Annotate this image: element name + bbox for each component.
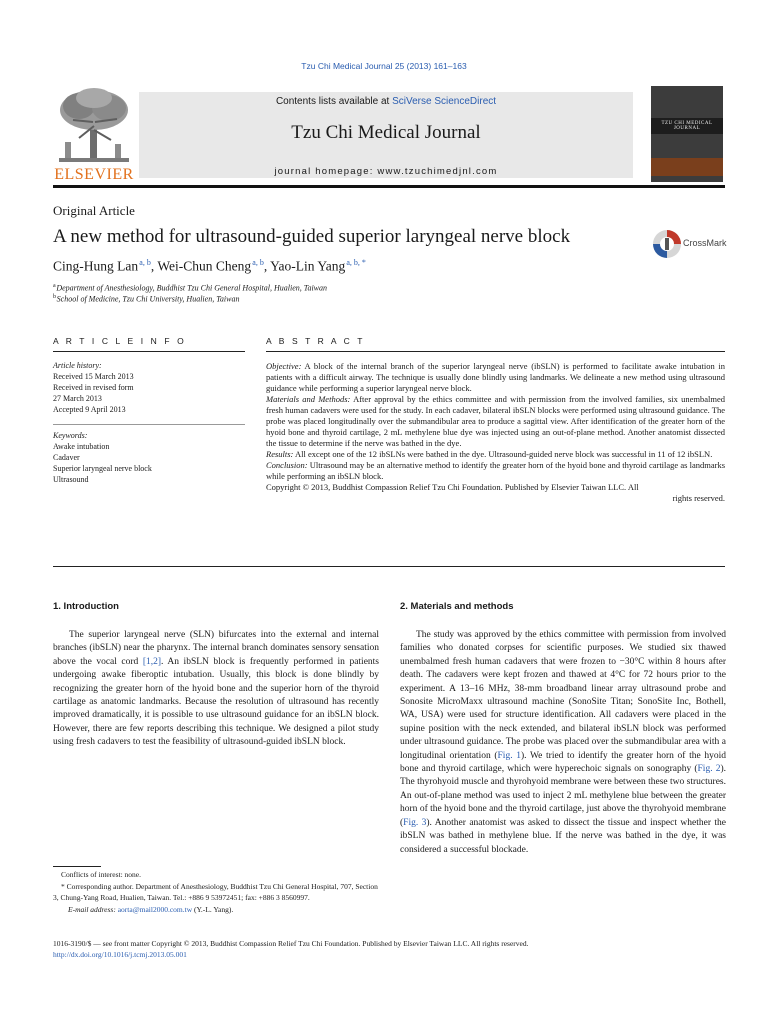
issn-copyright: 1016-3190/$ — see front matter Copyright © 2013, Buddhist Compassion Relief Tzu Chi Foundation. Published by Elsevier Taiwan LLC. All rights reserved.	[53, 939, 529, 948]
keyword-item: Cadaver	[53, 453, 80, 462]
article-info-heading: A R T I C L E I N F O	[53, 336, 187, 346]
email-link[interactable]: aorta@mail2000.com.tw	[117, 904, 193, 914]
crossmark-label: CrossMark	[683, 238, 727, 248]
author-affil-mark[interactable]: a, b, *	[346, 258, 366, 267]
methods-body	[400, 629, 726, 857]
cover-band	[651, 158, 723, 176]
author-affil-mark[interactable]: a, b	[139, 258, 151, 267]
abstract-conclusion: Conclusion: Ultrasound may be an alternative method to identify the greater horn of the hyoid bone and thyroid cartilage as landmarks while performing an ibSLN block.	[266, 460, 725, 481]
keywords-rule	[53, 424, 245, 425]
journal-name: Tzu Chi Medical Journal	[291, 122, 481, 143]
reference-link[interactable]: [1,2]	[142, 656, 162, 667]
article-history	[53, 360, 245, 415]
cover-title: TZU CHI MEDICAL JOURNAL	[651, 118, 723, 134]
history-entry: Received in revised form	[53, 383, 134, 392]
article-info-rule	[53, 351, 245, 352]
author-list: Cing-Hung Lan $^{a, b}$, Wei-Chun Cheng $^{a, b}$, Yao-Lin Yang $^{a, b, *}$	[53, 258, 366, 274]
author-name: Yao-Lin Yang	[270, 258, 346, 274]
keyword-item: Awake intubation	[53, 442, 110, 451]
keyword-item: Ultrasound	[53, 475, 89, 484]
journal-header	[53, 86, 725, 186]
doi-link[interactable]: http://dx.doi.org/10.1016/j.tcmj.2013.05.001	[53, 950, 187, 959]
contents-line: Contents lists available at SciVerse ScienceDirect	[275, 96, 497, 107]
methods-paragraph: The study was approved by the ethics committee with permission from involved families who donated corpses for scientific purposes. We studied six thawed unembalmed fresh human cadavers that were frozen to −30°C within 8 hours after death. The cadavers were kept frozen and thawed at 4°C for 72 hours prior to the experiment. A 13–16 MHz, 38-mm broadband linear array ultrasound probe and Sonosite MicroMaxx ultrasound machine (SonoSite Titan; SonoSite Inc, Bothell, WA, USA) were used for structure identification. All cadavers were placed in the supine position with the neck extended, and bilateral ibSLN block was performed under ultrasound guidance. The probe was placed over the submandibular area with a longitudinal orientation (Fig. 1). We tried to identify the greater horn of the hyoid bone and thyroid cartilage, which were hyperechoic signals on sonography (Fig. 2). The thyrohyoid muscle and thyrohyoid membrane were between these two structures. An out-of-plane method was used to inject 2 mL methylene blue between the greater horn of the hyoid bone and the thyroid cartilage, just above the thyrohyoid membrane (Fig. 3). Another anatomist was asked to dissect the tissue and inspect whether the ibSLN was bathed in methylene blue. If the nerve was bathed in the dye, it was considered a successful blockade.	[400, 630, 726, 855]
author-name: Wei-Chun Cheng	[157, 258, 252, 274]
history-label: Article history:	[53, 361, 102, 370]
keywords-block	[53, 430, 245, 485]
figure-3-link[interactable]: Fig. 3	[403, 817, 427, 828]
conflict-note: Conflicts of interest: none.	[61, 870, 141, 879]
abstract-body	[266, 361, 725, 504]
footnotes	[53, 869, 379, 915]
journal-citation[interactable]: Tzu Chi Medical Journal 25 (2013) 161–163	[301, 61, 467, 71]
abstract-results: Results: All except one of the 12 ibSLNs were bathed in the dye. Ultrasound-guided nerve block was successful in 11 of 12 ibSLN.	[266, 449, 713, 459]
author-affil-mark[interactable]: a, b	[252, 258, 264, 267]
footnote-rule	[53, 866, 101, 867]
history-entry: 27 March 2013	[53, 394, 102, 403]
affiliation-b: $^b$ School of Medicine, Tzu Chi University, Hualien, Taiwan	[53, 294, 240, 304]
figure-2-link[interactable]: Fig. 2	[697, 764, 721, 775]
elsevier-tree-icon	[53, 86, 135, 164]
page-footer	[53, 938, 733, 960]
abstract-rule	[266, 351, 725, 352]
crossmark-icon	[652, 229, 682, 259]
history-entry: Accepted 9 April 2013	[53, 405, 126, 414]
journal-homepage[interactable]: journal homepage: www.tzuchimedjnl.com	[274, 166, 498, 177]
abstract-methods: Materials and Methods: After approval by the ethics committee and with permission from the involved families, six unembalmed fresh human cadavers were used for the study. In each cadaver, bilateral ibSLN blocks were performed using ultrasound guidance. The probe was placed longitudinally over the submandibular area to produce a sagittal view. After identification of the greater horn of the hyoid bone and thyroid cartilage, 2 mL methylene blue dye was injected using an out-of-plane method. Another anatomist dissected the tissue to determine if the nerve was bathed in the dye.	[266, 394, 725, 448]
abstract-bottom-rule	[53, 566, 725, 567]
introduction-paragraph: The superior laryngeal nerve (SLN) bifurcates into the external and internal branches (ibSLN) near the pharynx. The internal branch dominates sensory sensation above the vocal cord [1,2]. An ibSLN block is frequently performed in patients undergoing awake fiberoptic intubation. Usually, this block is done blindly by recognizing the greater horn of the hyoid bone and the superior horn of the thyroid cartilage as anatomic landmarks. Because the resolution of ultrasound has recently improved dramatically, it is possible to use ultrasound guidance for an ibSLN block. However, there are few reports describing this technique. We designed a pilot study using fresh cadavers to test the feasibility of ultrasound-guided ibSLN block.	[53, 630, 380, 748]
journal-header-panel	[139, 92, 633, 178]
sciencedirect-link[interactable]: SciVerse ScienceDirect	[392, 96, 497, 107]
abstract-objective: Objective: A block of the internal branch of the superior laryngeal nerve (ibSLN) is performed to facilitate awake intubation in patients with a difficult airway. The technique is usually done blindly using landmarks. We delineate a new method using ultrasound guidance while performing a superior laryngeal nerve block.	[266, 361, 725, 393]
crossmark-badge[interactable]	[652, 229, 730, 261]
abstract-heading: A B S T R A C T	[266, 336, 366, 346]
article-title: A new method for ultrasound-guided superior laryngeal nerve block	[53, 226, 571, 247]
affiliation-a: $^a$ Department of Anesthesiology, Buddhist Tzu Chi General Hospital, Hualien, Taiwan	[53, 283, 328, 293]
keywords-label: Keywords:	[53, 431, 88, 440]
abstract-copyright: Copyright © 2013, Buddhist Compassion Relief Tzu Chi Foundation. Published by Elsevier Taiwan LLC. All	[266, 482, 639, 492]
journal-cover-thumbnail	[651, 86, 723, 182]
abstract-copyright-tail: rights reserved.	[672, 493, 725, 503]
header-divider	[53, 185, 725, 188]
methods-heading: 2. Materials and methods	[400, 601, 514, 612]
keyword-item: Superior laryngeal nerve block	[53, 464, 152, 473]
email-note: E-mail address: aorta@mail2000.com.tw (Y.-L. Yang).	[68, 904, 234, 914]
corresponding-author-note: * Corresponding author. Department of Anesthesiology, Buddhist Tzu Chi General Hospital, 707, Section 3, Chung-Yang Road, Hualien, Taiwan. Tel.: +886 9 53972451; fax: +886 3 8560997.	[53, 881, 378, 902]
introduction-heading: 1. Introduction	[53, 601, 119, 612]
publisher-wordmark: ELSEVIER	[54, 166, 134, 183]
article-type: Original Article	[53, 203, 135, 218]
introduction-body	[53, 629, 379, 750]
elsevier-logo	[53, 86, 135, 184]
history-entry: Received 15 March 2013	[53, 372, 134, 381]
figure-1-link[interactable]: Fig. 1	[497, 750, 521, 761]
author-name: Cing-Hung Lan	[53, 258, 139, 274]
